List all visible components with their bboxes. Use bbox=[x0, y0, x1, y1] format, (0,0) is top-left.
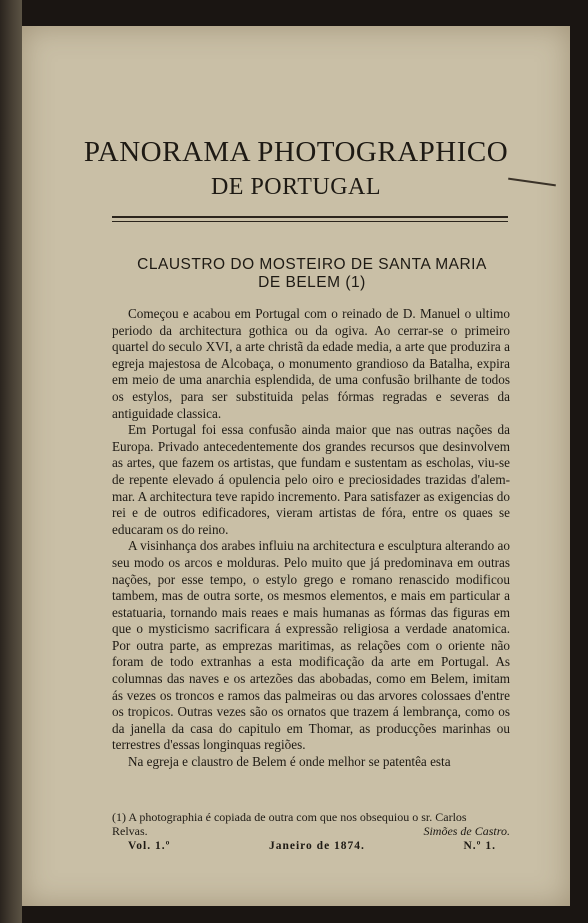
footer-date: Janeiro de 1874. bbox=[268, 840, 365, 852]
page-footer bbox=[128, 840, 496, 852]
article-title-line1: CLAUSTRO DO MOSTEIRO DE SANTA MARIA bbox=[137, 256, 487, 273]
paragraph-4: Na egreja e claustro de Belem é onde melhor se patentêa esta bbox=[128, 754, 451, 770]
footnote-relvas: Relvas. bbox=[112, 824, 148, 838]
header-rule-thick bbox=[112, 216, 508, 218]
journal-subtitle: DE PORTUGAL bbox=[210, 174, 382, 200]
book-page bbox=[22, 26, 570, 906]
paragraph-1 bbox=[112, 306, 510, 422]
footer-volume: Vol. 1.º bbox=[128, 840, 171, 852]
century-numeral: XVI bbox=[205, 339, 230, 355]
book-spine bbox=[0, 0, 22, 923]
article-title-line2: DE BELEM (1) bbox=[258, 274, 366, 291]
paragraph-1-part-b: , a arte christã da edade media, a arte que produzira a egreja majestosa de Alcobaça, o monumento grandioso da Batalha, expira em meio de uma anarchia esplendida, de uma confusão brilhante de todos os estylos, para ser substituida pelas fórmas regradas e severas da antiguidade classica. bbox=[112, 339, 510, 421]
journal-title: PANORAMA PHOTOGRAPHICO bbox=[83, 136, 509, 168]
footnote-line1: (1) A photographia é copiada de outra com que nos obsequiou o sr. Carlos bbox=[112, 810, 467, 824]
footnote-line2 bbox=[112, 824, 510, 838]
article-body bbox=[112, 306, 510, 771]
paragraph-1-part-a: Começou e acabou em Portugal com o reinado de D. Manuel o ultimo periodo da architectura gothica ou da ogiva. Ao cerrar-se o primeiro quartel do seculo bbox=[112, 306, 510, 355]
footer-number: N.º 1. bbox=[463, 840, 496, 852]
paragraph-3: A visinhança dos arabes influiu na architectura e esculptura alterando ao seu modo os arcos e molduras. Pelo muito que já predominava em outras nações, por esse tempo, o estylo grego e romano renascido modificou tambem, mas de outra sorte, os mesmos elementos, e mais em particular a estatuaria, tornando mais reaes e mais humanas as fórmas das figuras em que o mysticismo sacrificara á expressão religiosa a verdade anatomica. Por outra parte, as emprezas maritimas, as relações com o oriente não foram de todo extranhas a esta modificação da arte em Portugal. As columnas das naves e os artezões das abobadas, como em Belem, imitam ás vezes os troncos e ramos das palmeiras ou das arvores colossaes d'entre os tropicos. Outras vezes são os ornatos que trazem á lembrança, como os da janella da casa do capitulo em Thomar, as producções marinhas ou terrestres d'essas longinquas regiões. bbox=[112, 538, 510, 753]
article-title bbox=[82, 256, 542, 292]
header-rule-thin bbox=[112, 221, 508, 222]
footnote-author: Simões de Castro. bbox=[423, 824, 510, 838]
paragraph-2: Em Portugal foi essa confusão ainda maior que nas outras nações da Europa. Privado antecedentemente dos grandes recursos que desinvolvem as artes, que fazem os artistas, que fundam e sustentam as escholas, viu-se de repente elevado á opulencia pelo oiro e preciosidades trazidas d'alem-mar. A architectura teve rapido incremento. Para satisfazer as exigencias do rei e de outros edificadores, vieram artistas de fóra, entre os quaes se educaram os do reino. bbox=[112, 422, 510, 537]
footnote bbox=[112, 810, 510, 838]
